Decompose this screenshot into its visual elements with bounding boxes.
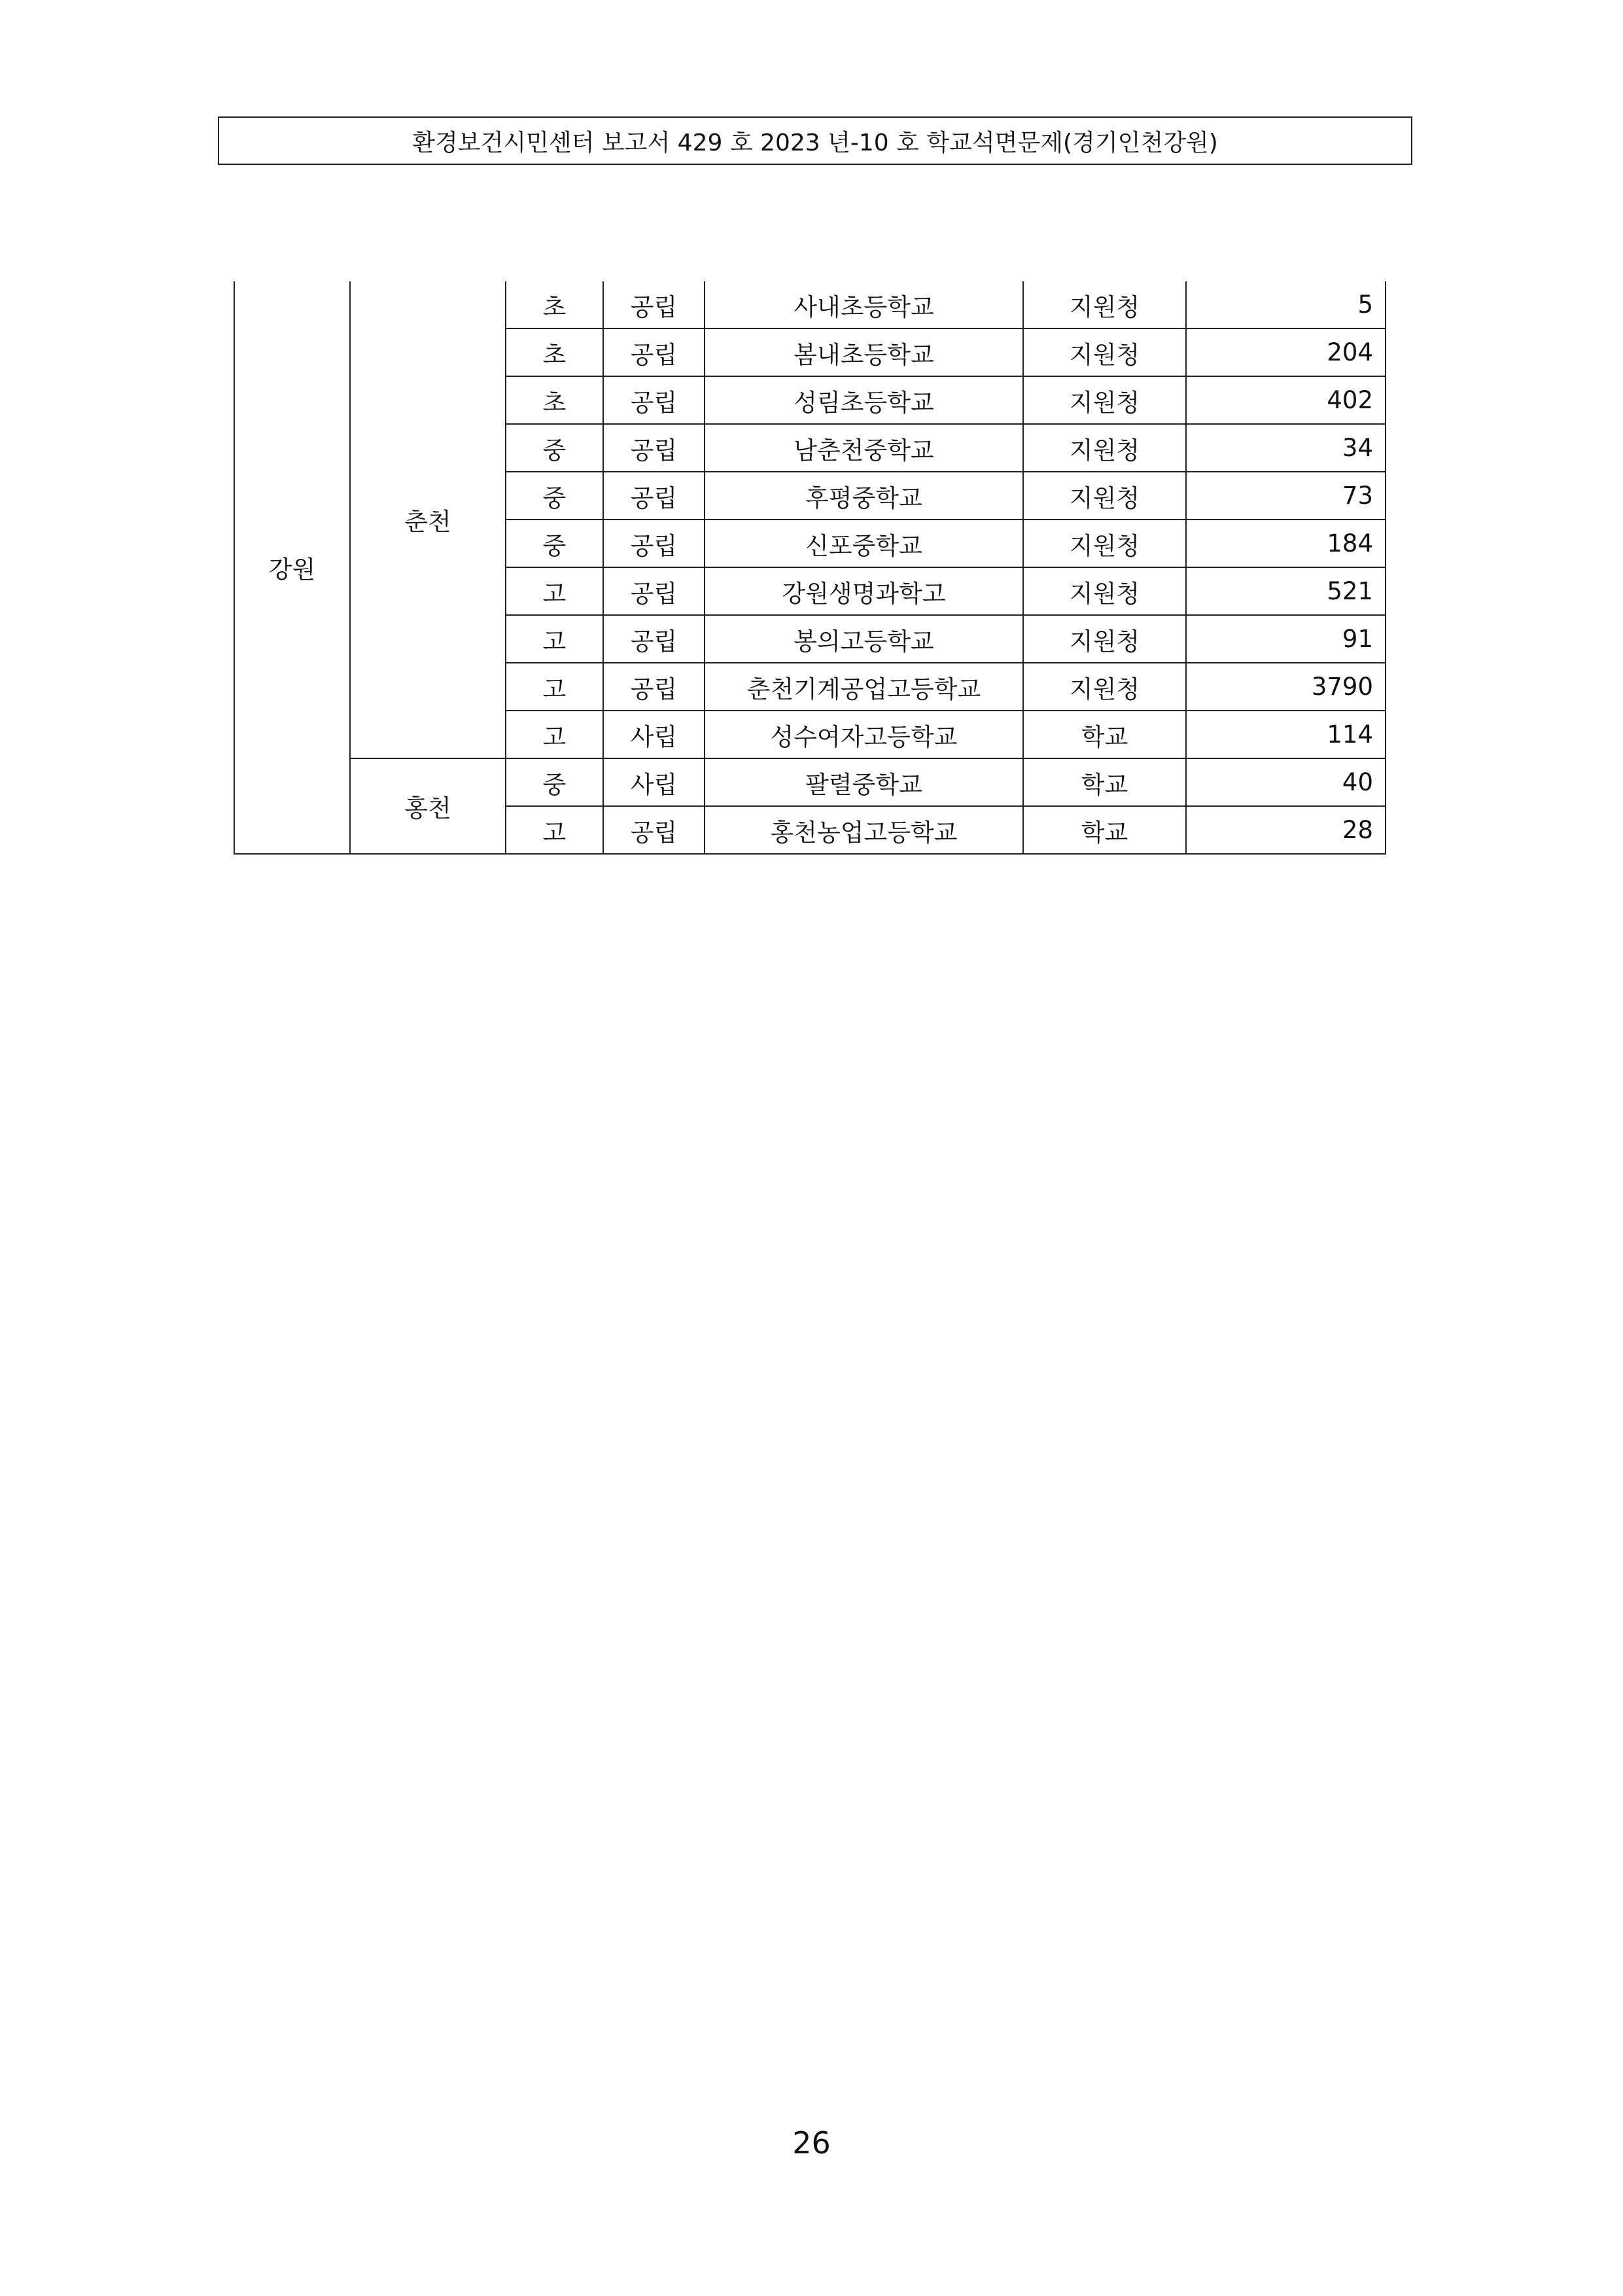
agency-cell: 학교 <box>1023 711 1186 758</box>
table-body <box>234 281 1386 854</box>
agency-cell: 지원청 <box>1023 615 1186 663</box>
school-type-cell: 공립 <box>603 663 705 711</box>
page-header <box>218 116 1412 165</box>
school-type-cell: 공립 <box>603 376 705 424</box>
school-type-cell: 공립 <box>603 615 705 663</box>
school-asbestos-table <box>234 281 1386 855</box>
school-level-cell: 고 <box>506 567 603 615</box>
value-cell: 34 <box>1186 424 1386 472</box>
agency-cell: 지원청 <box>1023 281 1186 328</box>
value-cell: 184 <box>1186 520 1386 567</box>
value-cell: 28 <box>1186 806 1386 854</box>
value-cell: 521 <box>1186 567 1386 615</box>
school-level-cell: 고 <box>506 615 603 663</box>
school-type-cell: 공립 <box>603 567 705 615</box>
school-type-cell: 공립 <box>603 472 705 520</box>
school-name-cell: 성림초등학교 <box>705 376 1023 424</box>
city-cell: 홍천 <box>350 758 506 854</box>
agency-cell: 지원청 <box>1023 424 1186 472</box>
value-cell: 204 <box>1186 328 1386 376</box>
school-name-cell: 봉의고등학교 <box>705 615 1023 663</box>
school-level-cell: 초 <box>506 281 603 328</box>
school-type-cell: 공립 <box>603 328 705 376</box>
school-level-cell: 중 <box>506 758 603 806</box>
school-name-cell: 팔렬중학교 <box>705 758 1023 806</box>
value-cell: 73 <box>1186 472 1386 520</box>
school-name-cell: 남춘천중학교 <box>705 424 1023 472</box>
agency-cell: 지원청 <box>1023 328 1186 376</box>
table-row <box>234 758 1386 806</box>
school-level-cell: 초 <box>506 328 603 376</box>
agency-cell: 학교 <box>1023 758 1186 806</box>
agency-cell: 학교 <box>1023 806 1186 854</box>
page-number: 26 <box>792 2125 831 2161</box>
school-name-cell: 강원생명과학고 <box>705 567 1023 615</box>
school-type-cell: 공립 <box>603 806 705 854</box>
school-name-cell: 춘천기계공업고등학교 <box>705 663 1023 711</box>
school-level-cell: 초 <box>506 376 603 424</box>
value-cell: 40 <box>1186 758 1386 806</box>
value-cell: 114 <box>1186 711 1386 758</box>
agency-cell: 지원청 <box>1023 376 1186 424</box>
school-level-cell: 중 <box>506 520 603 567</box>
header-title: 환경보건시민센터 보고서 429 호 2023 년-10 호 학교석면문제(경기인천강원) <box>412 129 1218 156</box>
value-cell: 91 <box>1186 615 1386 663</box>
agency-cell: 지원청 <box>1023 663 1186 711</box>
school-name-cell: 신포중학교 <box>705 520 1023 567</box>
school-level-cell: 고 <box>506 806 603 854</box>
agency-cell: 지원청 <box>1023 567 1186 615</box>
school-type-cell: 사립 <box>603 711 705 758</box>
school-name-cell: 봄내초등학교 <box>705 328 1023 376</box>
school-name-cell: 성수여자고등학교 <box>705 711 1023 758</box>
agency-cell: 지원청 <box>1023 520 1186 567</box>
value-cell: 3790 <box>1186 663 1386 711</box>
school-level-cell: 중 <box>506 472 603 520</box>
school-level-cell: 고 <box>506 663 603 711</box>
school-type-cell: 공립 <box>603 520 705 567</box>
province-cell: 강원 <box>234 281 350 854</box>
school-name-cell: 후평중학교 <box>705 472 1023 520</box>
school-type-cell: 공립 <box>603 281 705 328</box>
school-level-cell: 고 <box>506 711 603 758</box>
value-cell: 5 <box>1186 281 1386 328</box>
school-name-cell: 사내초등학교 <box>705 281 1023 328</box>
school-name-cell: 홍천농업고등학교 <box>705 806 1023 854</box>
city-cell: 춘천 <box>350 281 506 758</box>
value-cell: 402 <box>1186 376 1386 424</box>
table-row <box>234 281 1386 328</box>
agency-cell: 지원청 <box>1023 472 1186 520</box>
school-type-cell: 공립 <box>603 424 705 472</box>
school-level-cell: 중 <box>506 424 603 472</box>
school-type-cell: 사립 <box>603 758 705 806</box>
